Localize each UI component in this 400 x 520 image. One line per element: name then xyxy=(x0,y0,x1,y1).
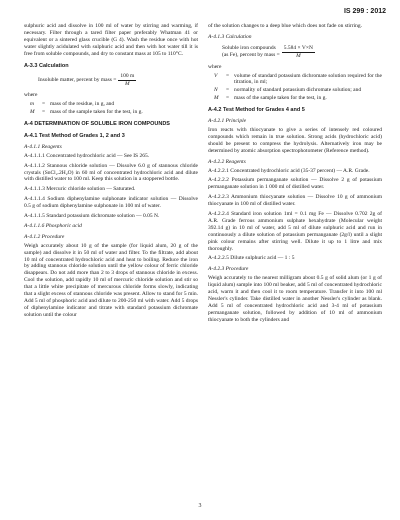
definition-symbol: N xyxy=(214,87,218,94)
paragraph-continuation: of the solution changes to a deep blue which does not fade on stirring. xyxy=(208,23,362,29)
equals-sign: = xyxy=(42,109,46,116)
definition-symbol: M xyxy=(30,109,35,116)
definition-M xyxy=(214,95,382,102)
heading-a4-1-3: A-4.1.3 Calculation xyxy=(208,33,252,40)
heading-a4-1: A-4.1 Test Method of Grades 1, 2 and 3 xyxy=(24,132,125,139)
paragraph-a4-1-1-2: A-4.1.1.2 Stannous chloride solution — Dissolve 6.0 g of stannous chloride crystals (SnCl₂.2H₂O) in 60 ml of concentrated hydrochloric acid and dilute with distilled water to 100 ml. Keep this solution in a stoppered bottle. xyxy=(24,162,198,183)
heading-a4-1-2: A-4.1.2 Procedure xyxy=(24,233,65,240)
where-label: where xyxy=(24,92,38,99)
paragraph-a4-1-1-4: A-4.1.1.4 Sodium diphenylamine sulphonate indicator solution — Dissolve 0.5 g of sodium diphenylamine sulphonate in 100 ml of water. xyxy=(24,196,198,210)
fraction-denominator: M xyxy=(296,52,301,59)
equals-sign: = xyxy=(226,87,230,94)
heading-a4: A-4 DETERMINATION OF SOLUBLE IRON COMPOUNDS xyxy=(24,120,170,127)
formula-lhs-line-2: (as Fe), percent by mass = xyxy=(222,52,280,59)
left-column xyxy=(24,23,198,322)
equals-sign: = xyxy=(226,95,230,102)
formula-lhs xyxy=(222,45,280,59)
paragraph-a4-2-2-4: A-4.2.2.4 Standard iron solution 1ml = 0.1 mg Fe — Dissolve 0.702 2g of A.R. Grade ferrous ammonium sulphate hexahydrate (Molecular weight 392.14 g) in 10 ml of water, add 5 ml of dilute sulphuric acid and run in continuously a dilute solution of potassium permanganate (2g/l) until a slight pink colour remains after stirring well. Dilute it up to 1 litre and mix thoroughly. xyxy=(208,211,382,252)
equals-sign: = xyxy=(42,101,46,108)
formula-insoluble-matter xyxy=(38,73,198,88)
fraction-denominator: M xyxy=(125,81,130,88)
definition-symbol: V xyxy=(214,72,218,79)
paragraph-a4-2-2-2: A-4.2.2.2 Potassium permanganate solution — Dissolve 2 g of potassium permanganate solution in 1 000 ml of distilled water. xyxy=(208,177,382,191)
page-number: 3 xyxy=(198,503,202,509)
paragraph-a4-2-2-1: A-4.2.2.1 Concentrated hydrochloric acid (35-37 percent) — A.R. Grade. xyxy=(208,167,370,174)
paragraph-a4-1-1-1: A-4.1.1.1 Concentrated hydrochloric acid — See IS 265. xyxy=(24,152,150,159)
definition-V xyxy=(214,73,382,87)
definition-text: mass of the sample taken for the test, in g. xyxy=(50,109,143,116)
heading-a4-2-1: A-4.2.1 Principle xyxy=(208,118,247,125)
heading-a4-2: A-4.2 Test Method for Grades 4 and 5 xyxy=(208,107,305,114)
paragraph-a4-2-2-3: A-4.2.2.3 Ammonium thiocyanate solution — Dissolve 10 g of ammonium thiocyanate in 100 ml of distilled water. xyxy=(208,194,382,208)
heading-a4-2-3: A-4.2.3 Procedure xyxy=(208,266,249,273)
definition-M xyxy=(30,109,198,116)
paragraph-a4-2-2-5: A-4.2.2.5 Dilute sulphuric acid — 1 : 5 xyxy=(208,255,295,262)
paragraph-procedure: Weigh accurately about 10 g of the sample (for liquid alum, 20 g of the sample) and dissolve it in 50 ml of water and filter. To the filtrate, add about 10 ml of concentrated hydrochloric acid and heat to boiling. Reduce the iron by adding stannous chloride solution until the yellow colour of ferric chloride disappears. Do not add more than 2 to 3 drops of stannous chloride in excess. Cool the solution, add rapidly 10 ml of mercuric chloride solution and stir so that a little white precipitate of mercurous chloride forms slowly, indicating that a slight excess of stannous chloride was present. Allow to stand for 5 min. Add 5 ml of phosphoric acid and dilute to 200-250 ml with water. Add 5 drops of diphenylamine indicator and titrate with standard potassium dichromate solution until the colour xyxy=(24,242,198,318)
right-column xyxy=(208,23,382,327)
fraction-numerator: 100 m xyxy=(120,73,135,80)
fraction-numerator: 5.584 × V×N xyxy=(283,44,313,51)
definition-m xyxy=(30,101,198,108)
formula-soluble-iron xyxy=(222,45,382,60)
fraction xyxy=(282,45,315,60)
paragraph-a4-1-1-5: A-4.1.1.5 Standard potassium dichromate solution — 0.05 N. xyxy=(24,213,160,220)
heading-a3-3: A-3.3 Calculation xyxy=(24,62,69,69)
formula-lhs: Insoluble matter, percent by mass = xyxy=(38,77,117,84)
fraction xyxy=(118,73,136,88)
formula-lhs-line-1: Soluble iron compounds xyxy=(222,45,276,52)
paragraph-principle: Iron reacts with thiocyanate to give a series of intensely red coloured compounds which remain in true solution. Strong acids (hydrochloric acid) should be present to compress the hydrolysis. Alternatively iron may be determined by atomic absorption spectrophotometer (Reference method). xyxy=(208,126,382,154)
heading-a4-1-1: A-4.1.1 Reagents xyxy=(24,143,62,150)
definition-text: volume of standard potassium dichromate solution required for the titration, in ml; xyxy=(234,72,382,86)
equals-sign: = xyxy=(226,72,230,79)
heading-a4-2-2: A-4.2.2 Reagents xyxy=(208,158,246,165)
paragraph-a4-1-1-6: A-4.1.1.6 Phosphoric acid xyxy=(24,222,82,229)
definition-text: mass of the sample taken for the test, in g. xyxy=(234,95,327,102)
paragraph-procedure: Weigh accurately to the nearest milligram about 0.5 g of solid alum (or 1 g of liquid alum) sample into 100 ml beaker, add 5 ml of concentrated hydrochloric acid, warm it and then cool it to room temperature. Transfer it into 100 ml Nessler's cylinder. Take distilled water in another Nessler's cylinder as blank. Add 5 ml of concentrated hydrochloric acid and 3-4 ml of potassium permanganate solution, followed by addition of 10 ml of ammonium thiocyanate to both the cylinders and xyxy=(208,275,382,323)
where-label: where xyxy=(208,63,222,70)
definition-N xyxy=(214,87,382,94)
paragraph-a4-1-1-3: A-4.1.1.3 Mercuric chloride solution — Saturated. xyxy=(24,186,136,193)
definition-symbol: M xyxy=(214,95,219,102)
document-id: IS 299 : 2012 xyxy=(343,8,386,15)
definition-symbol: m xyxy=(30,101,34,108)
definition-text: mass of the residue, in g, and xyxy=(50,101,115,108)
paragraph-intro: sulphuric acid and dissolve in 100 ml of water by stirring and warming, if necessary. Filter through a tared filter paper preferably Whatman 41 or equivalent or a sintered glass crucible (G 4). Wash the residue once with hot water slightly acidulated with sulphuric acid and then with hot water till it is free from soluble compounds, and dry to constant mass at 105 to 110°C. xyxy=(24,23,198,57)
definition-text: normality of standard potassium dichromate solution; and xyxy=(234,87,362,94)
